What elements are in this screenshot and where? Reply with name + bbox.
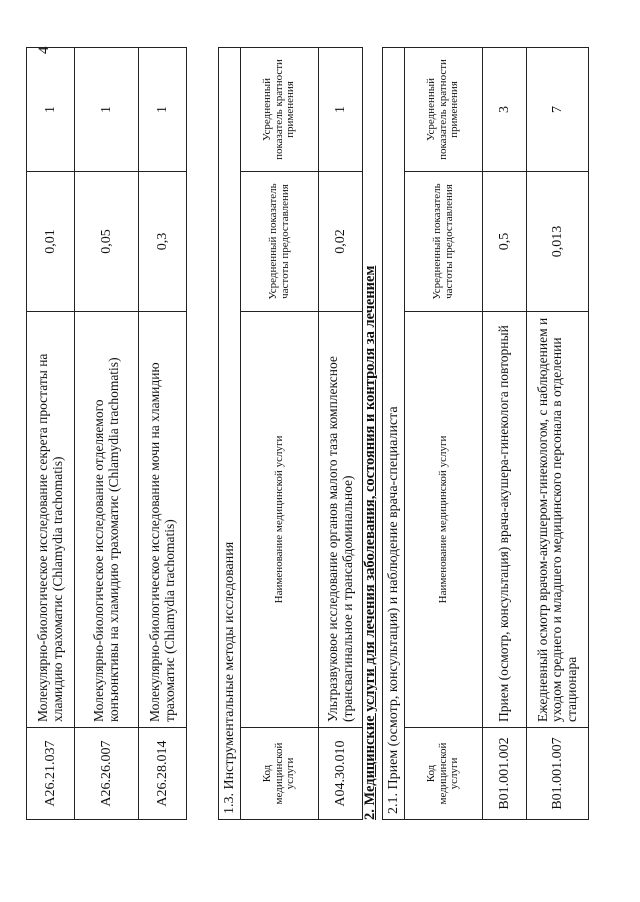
multiplicity-value: 1 <box>319 47 363 171</box>
page-number: 4 <box>36 46 52 54</box>
service-code: A26.21.037 <box>27 728 75 820</box>
header-multiplicity: Усредненный показатель кратности применения <box>405 47 483 171</box>
section-heading: 2. Медицинские услуги для лечения заболевания, состояния и контроля за лечением <box>362 265 378 820</box>
table-row <box>139 48 187 820</box>
table-row <box>319 47 363 819</box>
header-multiplicity: Усредненный показатель кратности применения <box>241 47 319 171</box>
multiplicity-value: 3 <box>483 47 527 171</box>
service-name: Ультразвуковое исследование органов малого таза комплексное (трансвагинальное и трансабдоминальное) <box>319 312 363 728</box>
table-row <box>527 47 589 819</box>
header-code: Код медицинской услуги <box>241 728 319 820</box>
service-name: Прием (осмотр, консультация) врача-акушера-гинеколога повторный <box>483 312 527 728</box>
service-code: A04.30.010 <box>319 728 363 820</box>
header-frequency: Усредненный показатель частоты предоставления <box>405 172 483 312</box>
service-name: Молекулярно-биологическое исследование мочи на хламидию трахоматис (Chlamydia trachomatis) <box>139 312 187 728</box>
table-row <box>75 48 139 820</box>
frequency-value: 0,02 <box>319 172 363 312</box>
table-row <box>483 47 527 819</box>
header-name: Наименование медицинской услуги <box>241 312 319 728</box>
multiplicity-value: 1 <box>75 48 139 172</box>
section-title: 2.1. Прием (осмотр, консультация) и наблюдение врача-специалиста <box>383 47 405 819</box>
frequency-value: 0,05 <box>75 172 139 312</box>
table-row <box>27 48 75 820</box>
table-lab-tests <box>26 47 187 820</box>
section-title: 1.3. Инструментальные методы исследования <box>219 47 241 819</box>
table-header-row <box>405 47 483 819</box>
header-frequency: Усредненный показатель частоты предоставления <box>241 172 319 312</box>
multiplicity-value: 7 <box>527 47 589 171</box>
section-title-row <box>219 47 241 819</box>
section-title-row <box>383 47 405 819</box>
header-code: Код медицинской услуги <box>405 728 483 820</box>
service-code: A26.26.007 <box>75 728 139 820</box>
multiplicity-value: 1 <box>139 48 187 172</box>
table-instrumental-methods <box>218 47 363 820</box>
header-name: Наименование медицинской услуги <box>405 312 483 728</box>
frequency-value: 0,013 <box>527 172 589 312</box>
table-consultations <box>382 47 589 820</box>
service-name: Молекулярно-биологическое исследование секрета простаты на хламидию трахоматис (Chlamydia trachomatis) <box>27 312 75 728</box>
service-name: Молекулярно-биологическое исследование отделяемого конъюнктивы на хламидию трахоматис (Chlamydia trachomatis) <box>75 312 139 728</box>
service-code: B01.001.002 <box>483 728 527 820</box>
service-code: B01.001.007 <box>527 728 589 820</box>
frequency-value: 0,01 <box>27 172 75 312</box>
service-code: A26.28.014 <box>139 728 187 820</box>
frequency-value: 0,3 <box>139 172 187 312</box>
service-name: Ежедневный осмотр врачом-акушером-гинекологом, с наблюдением и уходом среднего и младшего медицинского персонала в отделении стационара <box>527 312 589 728</box>
multiplicity-value: 1 <box>27 48 75 172</box>
frequency-value: 0,5 <box>483 172 527 312</box>
table-header-row <box>241 47 319 819</box>
